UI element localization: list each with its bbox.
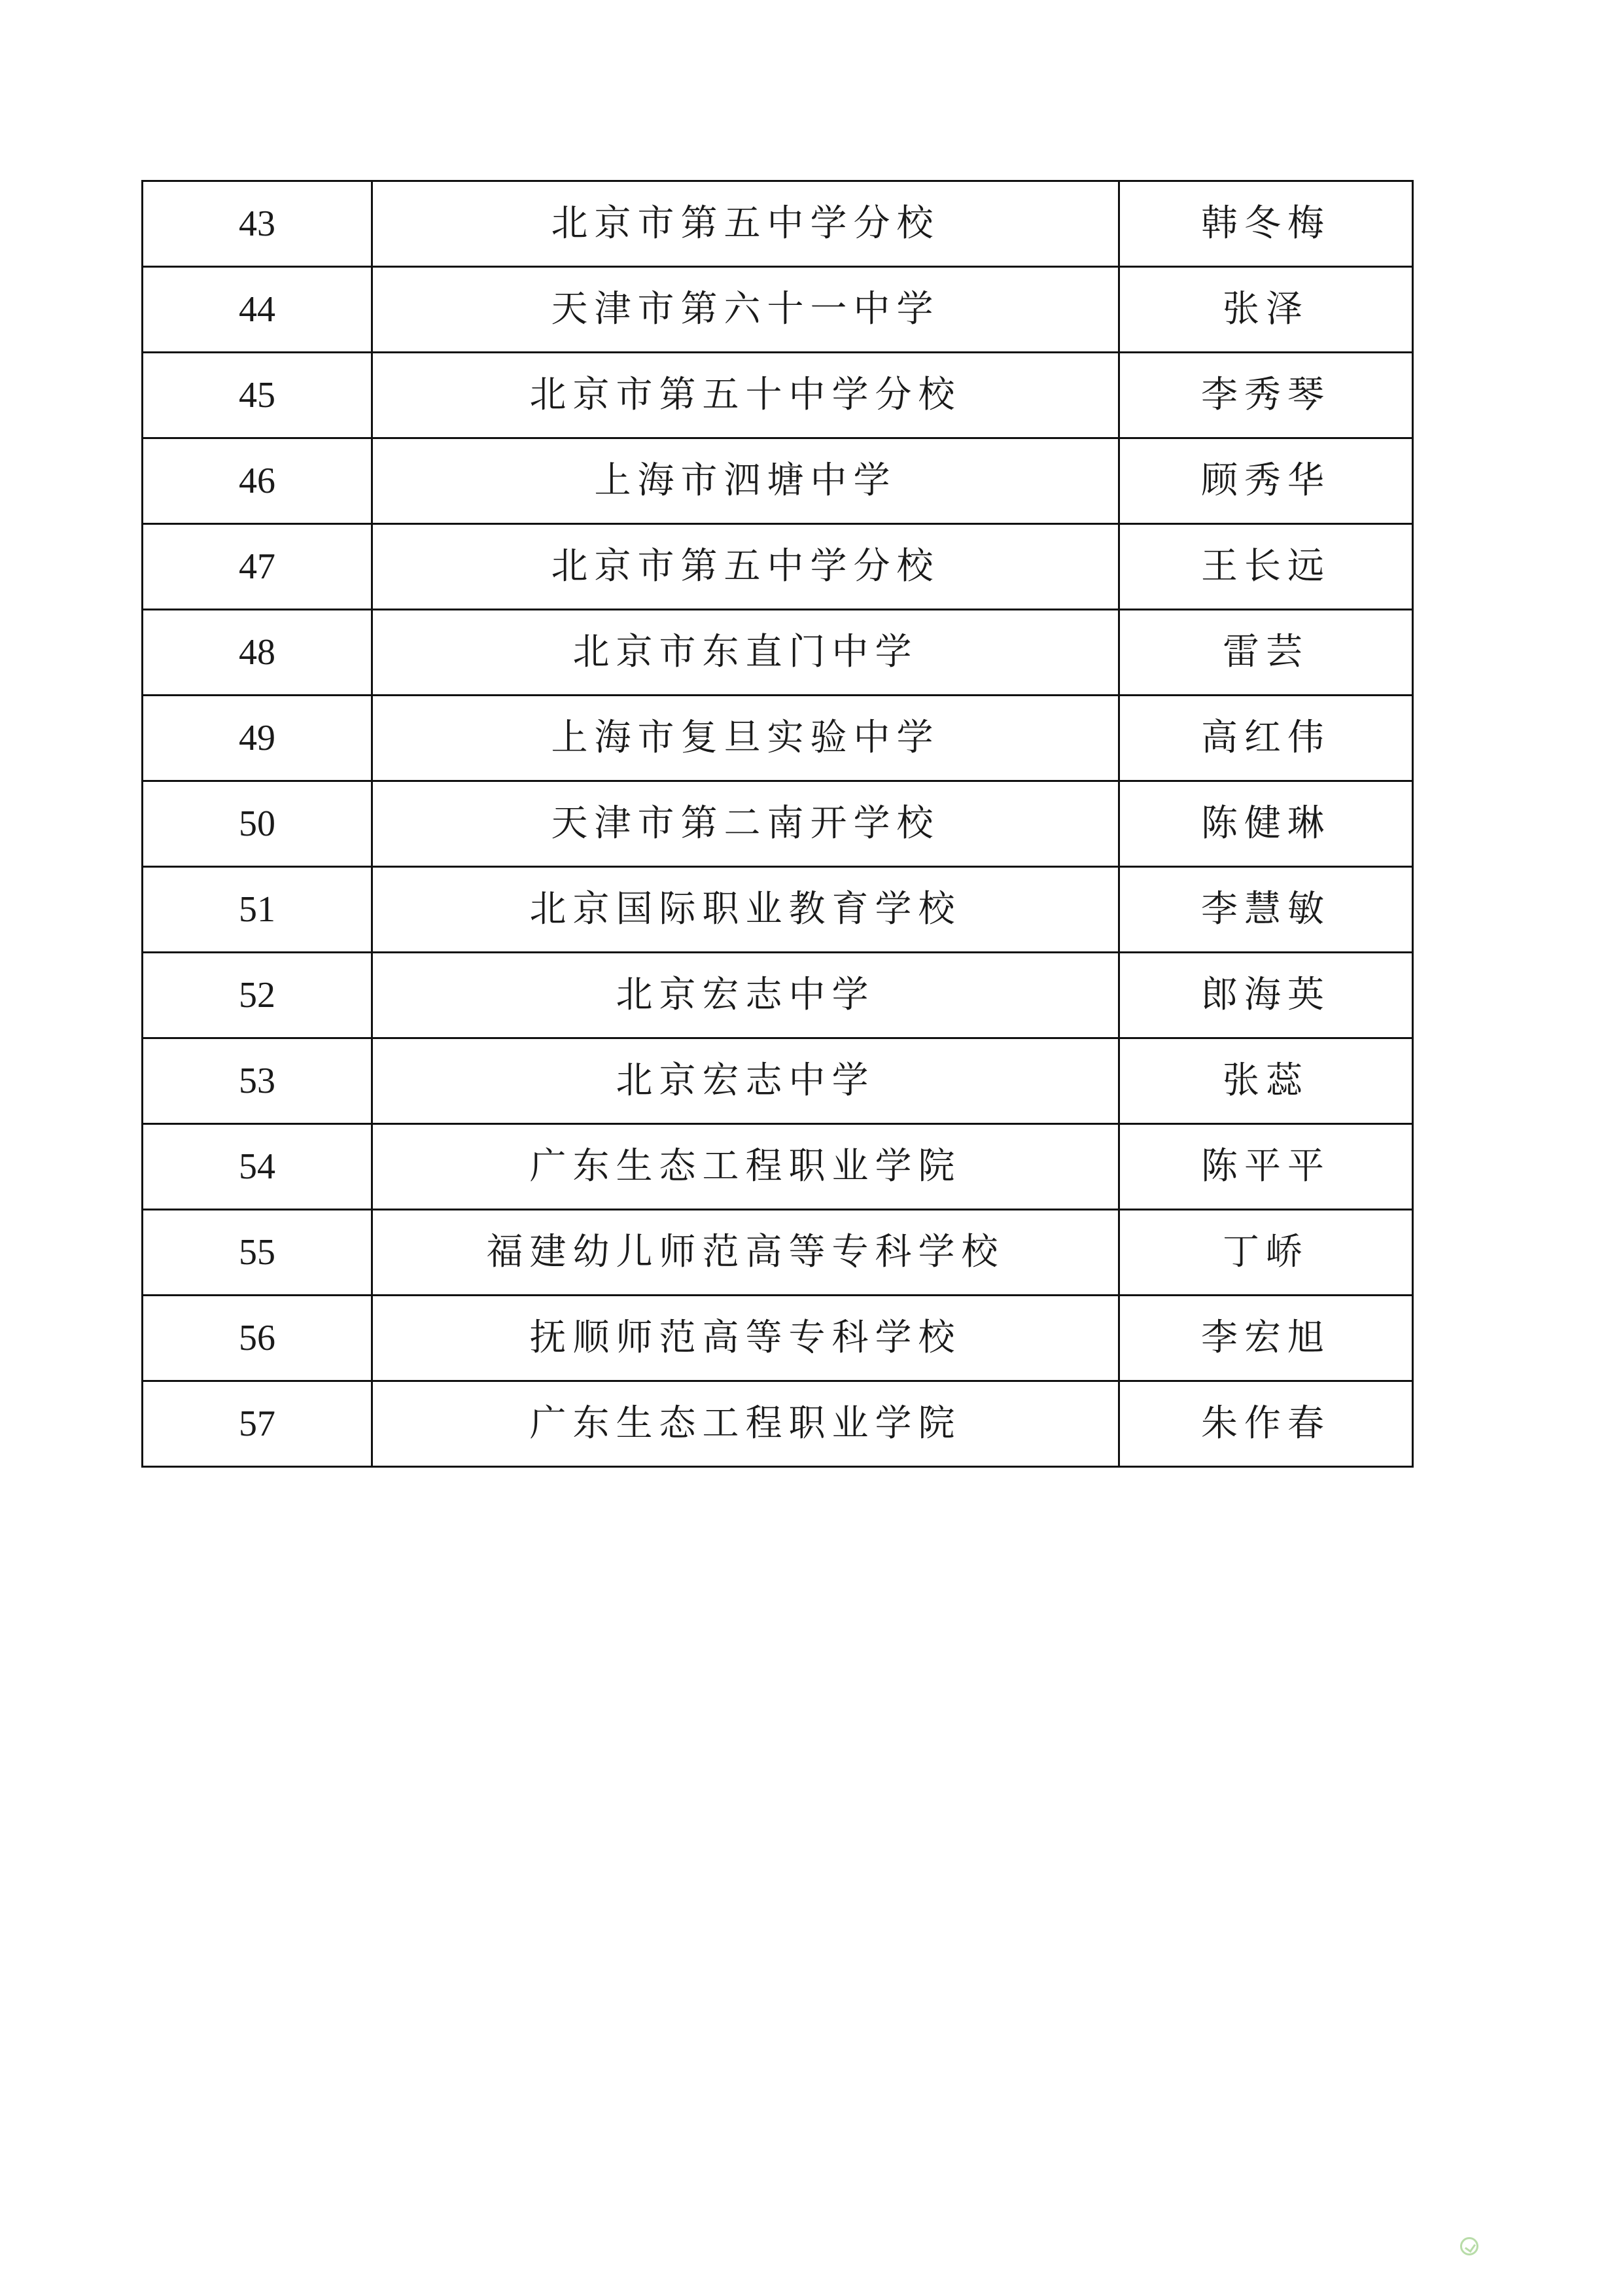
person-name: 张蕊 (1119, 1038, 1413, 1124)
person-name: 张泽 (1119, 267, 1413, 353)
school-name: 北京市第五中学分校 (372, 524, 1119, 610)
person-name: 陈平平 (1119, 1124, 1413, 1210)
check-circle-icon (1460, 2237, 1478, 2255)
table-row (143, 1210, 1413, 1296)
school-name: 北京市第五十中学分校 (372, 353, 1119, 438)
school-name: 广东生态工程职业学院 (372, 1124, 1119, 1210)
table-row (143, 267, 1413, 353)
table-row (143, 1038, 1413, 1124)
school-name: 天津市第二南开学校 (372, 781, 1119, 867)
person-name: 高红伟 (1119, 696, 1413, 781)
table-row (143, 696, 1413, 781)
row-number: 45 (143, 353, 372, 438)
table-row (143, 610, 1413, 696)
school-name: 北京宏志中学 (372, 1038, 1119, 1124)
school-name: 福建幼儿师范高等专科学校 (372, 1210, 1119, 1296)
school-name: 北京市东直门中学 (372, 610, 1119, 696)
table-row (143, 181, 1413, 267)
school-name: 北京市第五中学分校 (372, 181, 1119, 267)
row-number: 46 (143, 438, 372, 524)
person-name: 李秀琴 (1119, 353, 1413, 438)
row-number: 57 (143, 1381, 372, 1467)
school-name: 广东生态工程职业学院 (372, 1381, 1119, 1467)
row-number: 51 (143, 867, 372, 953)
row-number: 49 (143, 696, 372, 781)
school-name: 天津市第六十一中学 (372, 267, 1119, 353)
row-number: 50 (143, 781, 372, 867)
roster-table (141, 180, 1414, 1468)
person-name: 陈健琳 (1119, 781, 1413, 867)
person-name: 郎海英 (1119, 953, 1413, 1038)
row-number: 52 (143, 953, 372, 1038)
row-number: 48 (143, 610, 372, 696)
school-name: 抚顺师范高等专科学校 (372, 1296, 1119, 1381)
row-number: 53 (143, 1038, 372, 1124)
row-number: 54 (143, 1124, 372, 1210)
table-row (143, 781, 1413, 867)
table-row (143, 1124, 1413, 1210)
table-row (143, 953, 1413, 1038)
row-number: 44 (143, 267, 372, 353)
row-number: 47 (143, 524, 372, 610)
table-row (143, 524, 1413, 610)
person-name: 雷芸 (1119, 610, 1413, 696)
table-row (143, 438, 1413, 524)
person-name: 李宏旭 (1119, 1296, 1413, 1381)
person-name: 顾秀华 (1119, 438, 1413, 524)
person-name: 朱作春 (1119, 1381, 1413, 1467)
school-name: 上海市复旦实验中学 (372, 696, 1119, 781)
person-name: 丁峤 (1119, 1210, 1413, 1296)
table-row (143, 867, 1413, 953)
person-name: 王长远 (1119, 524, 1413, 610)
school-name: 北京宏志中学 (372, 953, 1119, 1038)
table-row (143, 353, 1413, 438)
row-number: 55 (143, 1210, 372, 1296)
row-number: 43 (143, 181, 372, 267)
person-name: 李慧敏 (1119, 867, 1413, 953)
roster-table-body (143, 181, 1413, 1467)
school-name: 上海市泗塘中学 (372, 438, 1119, 524)
row-number: 56 (143, 1296, 372, 1381)
table-row (143, 1296, 1413, 1381)
table-row (143, 1381, 1413, 1467)
person-name: 韩冬梅 (1119, 181, 1413, 267)
school-name: 北京国际职业教育学校 (372, 867, 1119, 953)
